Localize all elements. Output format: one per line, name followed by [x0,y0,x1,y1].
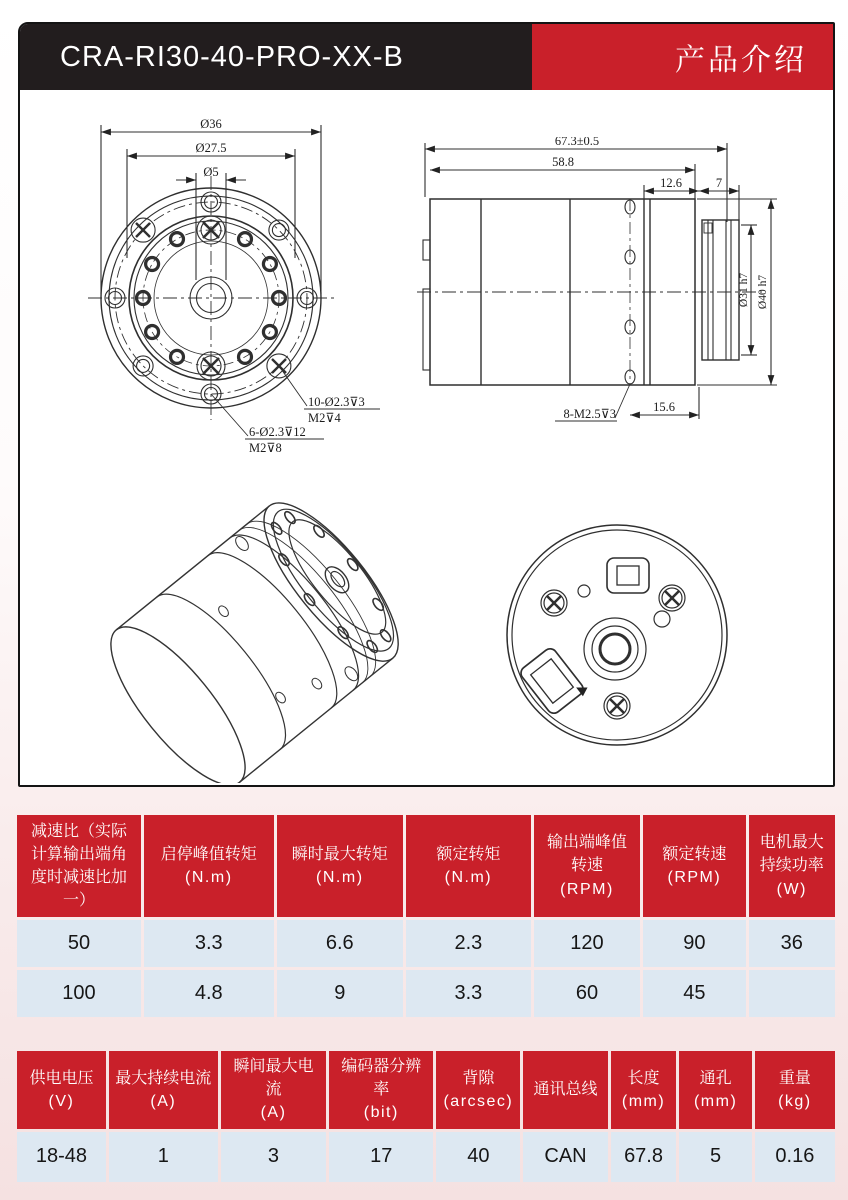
cell-ratio-100: 100 [17,970,141,1017]
phillips-screw-top [197,216,225,244]
col-comm-bus: 通讯总线 [523,1051,607,1129]
dim-label-body-length: 58.8 [552,155,574,169]
cell [749,970,835,1017]
electrical-table [14,1048,838,1185]
front-view-drawing [72,108,382,473]
col-instant-max-current: 瞬间最大电流 (A) [221,1051,327,1129]
isometric-view-drawing [60,488,470,783]
product-intro-badge: 产品介绍 [532,24,833,90]
col-encoder-resolution: 编码器分辨率 (bit) [329,1051,433,1129]
cell-bus: CAN [523,1132,607,1182]
product-panel [18,22,835,787]
rear-screws [541,585,685,719]
cell: 6.6 [277,920,403,967]
rear-connector [518,644,590,718]
performance-table-section [14,812,838,1020]
col-backlash: 背隙 (arcsec) [436,1051,520,1129]
col-max-continuous-current: 最大持续电流 (A) [109,1051,218,1129]
callout-holes8: 8-M2.5⊽3 [563,407,616,421]
cell: 40 [436,1132,520,1182]
cell: 5 [679,1132,751,1182]
col-output-peak-speed: 输出端峰值转速 (RPM) [534,815,640,917]
cell: 60 [534,970,640,1017]
performance-row-50 [17,920,835,967]
cell: 120 [534,920,640,967]
col-peak-start-stop-torque: 启停峰值转矩 (N.m) [144,815,274,917]
cell: 4.8 [144,970,274,1017]
callout-holes10-line1: 10-Ø2.3⊽3 [308,395,365,409]
dim-label-overall-length: 67.3±0.5 [554,137,600,148]
phillips-screw-bottom [197,352,225,380]
cell: 2.3 [406,920,531,967]
dim-label-d31: Ø31 h7 [738,272,750,308]
iso-face-bolt-holes [255,498,408,666]
electrical-table-section [14,1048,838,1185]
electrical-data-row [17,1132,835,1182]
col-supply-voltage: 供电电压 (V) [17,1051,106,1129]
dim-label-shaft-length: 7 [715,176,723,190]
performance-header-row [17,815,835,917]
cell: 36 [749,920,835,967]
dim-label-rear-length: 15.6 [653,400,675,414]
rear-view-drawing [497,503,757,755]
isometric-geometry [90,488,419,783]
callout-holes6-line1: 6-Ø2.3⊽12 [249,425,306,439]
cell-voltage: 18-48 [17,1132,106,1182]
dim-label-d36: Ø36 [200,117,222,131]
dim-label-d40: Ø40 h7 [757,274,769,310]
dim-label-flange-length: 12.6 [660,176,682,190]
front-view-geometry [88,125,380,439]
col-rated-speed: 额定转速 (RPM) [643,815,745,917]
side-view-geometry [417,143,777,421]
drawing-area [20,90,833,785]
col-through-hole: 通孔 (mm) [679,1051,751,1129]
dim-label-d27-5: Ø27.5 [195,141,227,155]
cell: 17 [329,1132,433,1182]
col-reduction-ratio: 减速比（实际计算输出端角度时减速比加一） [17,815,141,917]
cell: 3 [221,1132,327,1182]
performance-table [14,812,838,1020]
col-motor-max-power: 电机最大持续功率 (W) [749,815,835,917]
side-view-drawing [417,137,807,437]
rear-view-geometry [507,525,727,745]
col-length: 长度 (mm) [611,1051,677,1129]
cell-ratio-50: 50 [17,920,141,967]
col-rated-torque: 额定转矩 (N.m) [406,815,531,917]
callout-holes10-line2: M2⊽4 [308,411,341,425]
cell: 90 [643,920,745,967]
electrical-header-row [17,1051,835,1129]
cell: 1 [109,1132,218,1182]
cell: 0.16 [755,1132,835,1182]
performance-row-100 [17,970,835,1017]
cell: 9 [277,970,403,1017]
dim-label-d5: Ø5 [203,165,219,179]
cell: 3.3 [406,970,531,1017]
cell: 67.8 [611,1132,677,1182]
callout-holes6-line2: M2⊽8 [249,441,282,455]
cell: 3.3 [144,920,274,967]
col-weight: 重量 (kg) [755,1051,835,1129]
cell: 45 [643,970,745,1017]
model-title: CRA-RI30-40-PRO-XX-B [20,24,532,90]
panel-header [20,24,833,90]
col-instant-max-torque: 瞬时最大转矩 (N.m) [277,815,403,917]
